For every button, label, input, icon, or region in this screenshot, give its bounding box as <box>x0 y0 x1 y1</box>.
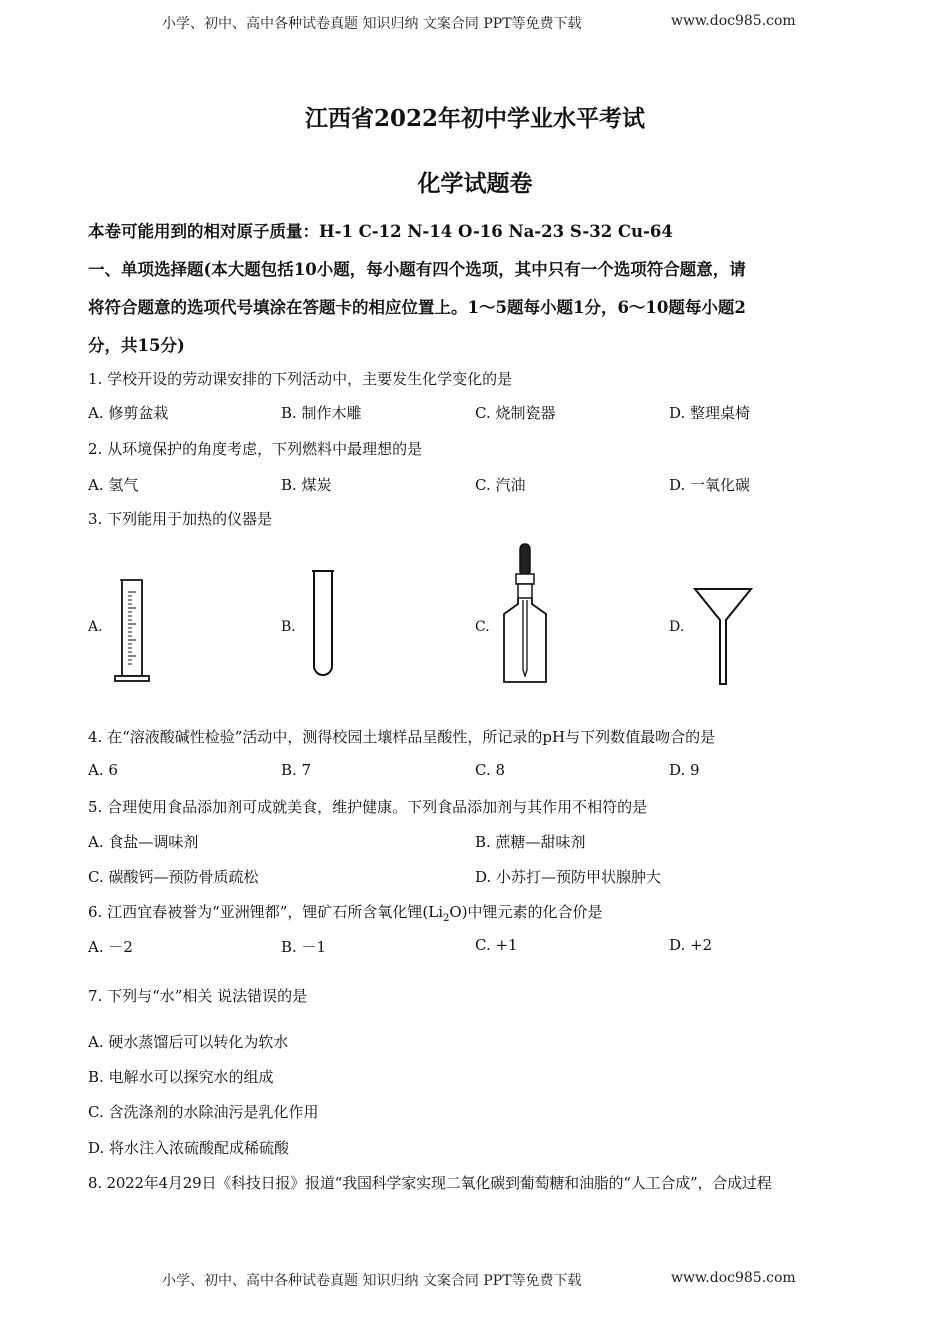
q6-option-a: A. －2 <box>88 938 133 956</box>
q7-option-c: C. 含洗涤剂的水除油污是乳化作用 <box>88 1103 319 1121</box>
q2-option-a: A. 氢气 <box>88 476 139 494</box>
q6-text-after: O)中锂元素的化合价是 <box>449 903 603 921</box>
q3-option-a-label: A. <box>88 619 103 635</box>
question-5-text: 5. 合理使用食品添加剂可成就美食，维护健康。下列食品添加剂与其作用不相符的是 <box>88 798 648 816</box>
test-tube-icon <box>308 568 338 680</box>
q3-option-b-label: B. <box>281 619 296 635</box>
page-subtitle: 化学试题卷 <box>417 170 533 197</box>
q7-option-a: A. 硬水蒸馏后可以转化为软水 <box>88 1033 289 1051</box>
q2-option-b: B. 煤炭 <box>281 476 332 494</box>
question-8-text: 8. 2022年4月29日《科技日报》报道“我国科学家实现二氧化碳到葡萄糖和油脂的“人工合成”，合成过程 <box>88 1174 772 1192</box>
q6-option-b: B. －1 <box>281 938 327 956</box>
q6-option-c: C. +1 <box>475 936 518 954</box>
q5-option-b: B. 蔗糖—甜味剂 <box>475 833 586 851</box>
q2-option-c: C. 汽油 <box>475 476 526 494</box>
page-footer-url[interactable]: www.doc985.com <box>671 1270 796 1286</box>
q6-subscript: 2 <box>443 913 450 924</box>
q1-option-b: B. 制作木雕 <box>281 404 362 422</box>
question-7-text: 7. 下列与“水”相关 说法错误的是 <box>88 987 308 1005</box>
section-heading-line2: 将符合题意的选项代号填涂在答题卡的相应位置上。1～5题每小题1分，6～10题每小题2 <box>88 298 746 317</box>
graduated-cylinder-icon <box>112 578 154 688</box>
q2-option-d: D. 一氧化碳 <box>669 476 751 494</box>
section-heading-line1: 一、单项选择题(本大题包括10小题，每小题有四个选项，其中只有一个选项符合题意，请 <box>88 260 746 279</box>
question-1-text: 1. 学校开设的劳动课安排的下列活动中，主要发生化学变化的是 <box>88 370 513 388</box>
q5-option-c: C. 碳酸钙—预防骨质疏松 <box>88 868 259 886</box>
q1-option-d: D. 整理桌椅 <box>669 404 751 422</box>
q5-option-d: D. 小苏打—预防甲状腺肿大 <box>475 868 662 886</box>
funnel-icon <box>692 586 754 690</box>
q3-option-c-label: C. <box>475 619 490 635</box>
question-4-text: 4. 在“溶液酸碱性检验”活动中，测得校园土壤样品呈酸性，所记录的pH与下列数值最吻合的是 <box>88 728 716 746</box>
q7-option-b: B. 电解水可以探究水的组成 <box>88 1068 274 1086</box>
page-header-text: 小学、初中、高中各种试卷真题 知识归纳 文案合同 PPT等免费下载 <box>162 16 582 32</box>
question-3-text: 3. 下列能用于加热的仪器是 <box>88 510 273 528</box>
q4-option-a: A. 6 <box>88 761 118 779</box>
q6-text-before: 6. 江西宜春被誉为“亚洲锂都”，锂矿石所含氧化锂(Li <box>88 903 444 921</box>
q4-option-c: C. 8 <box>475 761 506 779</box>
q3-option-d-label: D. <box>669 619 685 635</box>
question-6-text <box>88 901 603 924</box>
page-title: 江西省2022年初中学业水平考试 <box>304 105 645 132</box>
dropper-bottle-icon <box>496 542 554 688</box>
q4-option-d: D. 9 <box>669 761 700 779</box>
question-2-text: 2. 从环境保护的角度考虑，下列燃料中最理想的是 <box>88 440 423 458</box>
q4-option-b: B. 7 <box>281 761 312 779</box>
q6-option-d: D. +2 <box>669 936 713 954</box>
page-footer-text: 小学、初中、高中各种试卷真题 知识归纳 文案合同 PPT等免费下载 <box>162 1273 582 1289</box>
section-heading-line3: 分，共15分) <box>88 336 185 355</box>
q5-option-a: A. 食盐—调味剂 <box>88 833 199 851</box>
q7-option-d: D. 将水注入浓硫酸配成稀硫酸 <box>88 1139 290 1157</box>
page-header-url[interactable]: www.doc985.com <box>671 13 796 29</box>
atomic-mass-line: 本卷可能用到的相对原子质量：H-1 C-12 N-14 O-16 Na-23 S-32 Cu-64 <box>88 222 673 241</box>
q1-option-a: A. 修剪盆栽 <box>88 404 169 422</box>
q1-option-c: C. 烧制瓷器 <box>475 404 556 422</box>
